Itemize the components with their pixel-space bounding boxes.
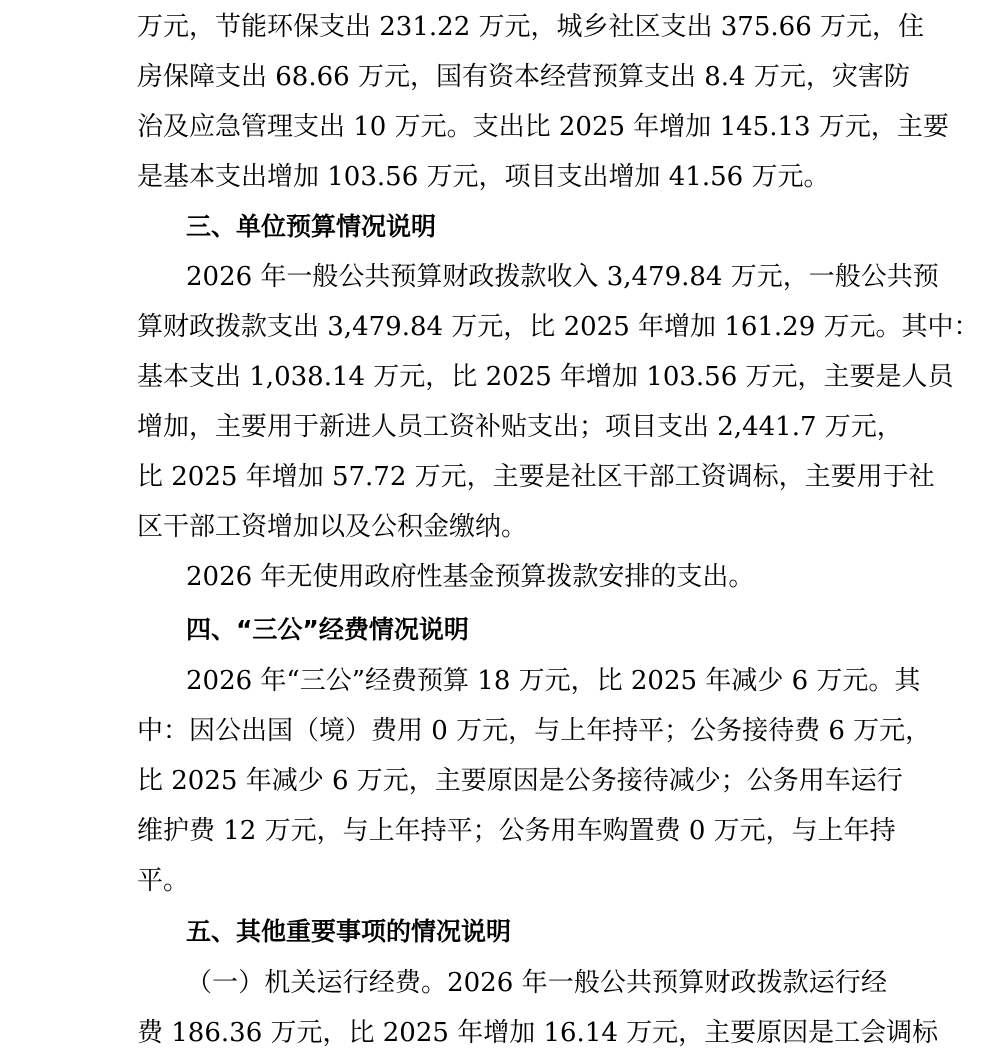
section-heading-4: 四、“三公”经费情况说明 (186, 615, 469, 644)
body-text-line: 平。 (137, 866, 190, 896)
body-text-line: 比 2025 年增加 57.72 万元，主要是社区干部工资调标，主要用于社 (137, 462, 935, 492)
body-text-line: 治及应急管理支出 10 万元。支出比 2025 年增加 145.13 万元，主要 (137, 112, 949, 142)
body-text-line: 基本支出 1,038.14 万元，比 2025 年增加 103.56 万元，主要是人员 (137, 362, 954, 392)
body-text-line: 房保障支出 68.66 万元，国有资本经营预算支出 8.4 万元，灾害防 (137, 62, 910, 92)
body-text-line: 增加，主要用于新进人员工资补贴支出；项目支出 2,441.7 万元， (137, 412, 903, 442)
body-text-line: 算财政拨款支出 3,479.84 万元，比 2025 年增加 161.29 万元。其中： (137, 312, 980, 342)
body-text-line: 比 2025 年减少 6 万元，主要原因是公务接待减少；公务用车运行 (137, 766, 903, 796)
body-text-line: 区干部工资增加以及公积金缴纳。 (137, 512, 528, 542)
body-text-line: 中：因公出国（境）费用 0 万元，与上年持平；公务接待费 6 万元， (137, 716, 932, 746)
body-text-line: 维护费 12 万元，与上年持平；公务用车购置费 0 万元，与上年持 (137, 816, 896, 846)
body-text-line: 万元，节能环保支出 231.22 万元，城乡社区支出 375.66 万元，住 (137, 12, 925, 42)
body-text-line: （一）机关运行经费。2026 年一般公共预算财政拨款运行经 (186, 968, 887, 998)
body-text-line: 2026 年一般公共预算财政拨款收入 3,479.84 万元，一般公共预 (186, 262, 939, 292)
body-text-line: 费 186.36 万元，比 2025 年增加 16.14 万元，主要原因是工会调标 (137, 1018, 939, 1048)
section-heading-3: 三、单位预算情况说明 (186, 212, 437, 241)
body-text-line: 是基本支出增加 103.56 万元，项目支出增加 41.56 万元。 (137, 162, 830, 192)
body-text-line: 2026 年“三公”经费预算 18 万元，比 2025 年减少 6 万元。其 (186, 666, 921, 696)
section-heading-5: 五、其他重要事项的情况说明 (186, 917, 512, 946)
body-text-line: 2026 年无使用政府性基金预算拨款安排的支出。 (186, 562, 755, 592)
